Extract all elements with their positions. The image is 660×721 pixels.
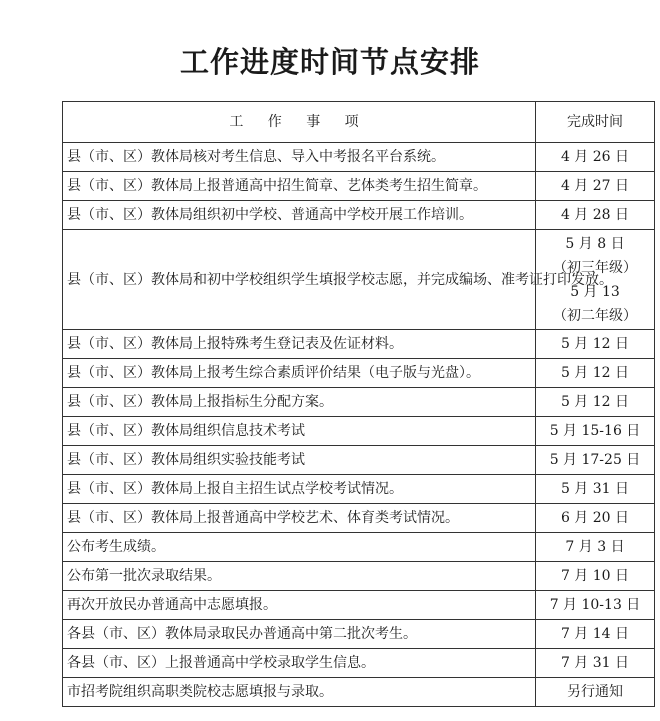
task-cell: 县（市、区）教体局上报自主招生试点学校考试情况。 xyxy=(63,475,536,504)
time-cell: 5 月 12 日 xyxy=(536,388,655,417)
table-row xyxy=(63,591,655,620)
time-cell: 5 月 31 日 xyxy=(536,475,655,504)
time-cell: 5 月 12 日 xyxy=(536,330,655,359)
table-row xyxy=(63,446,655,475)
time-cell: 4 月 27 日 xyxy=(536,172,655,201)
time-cell: 4 月 26 日 xyxy=(536,143,655,172)
table-row xyxy=(63,388,655,417)
table-row xyxy=(63,533,655,562)
page-title: 工作进度时间节点安排 xyxy=(179,45,480,79)
table-row xyxy=(63,330,655,359)
time-line: （初三年级） xyxy=(553,259,637,276)
task-cell: 县（市、区）教体局上报考生综合素质评价结果（电子版与光盘）。 xyxy=(63,359,536,388)
table-row xyxy=(63,417,655,446)
column-header-task: 工 作 事 项 xyxy=(63,102,536,143)
time-cell: 另行通知 xyxy=(536,678,655,707)
time-cell: 4 月 28 日 xyxy=(536,201,655,230)
table-row xyxy=(63,475,655,504)
time-cell: 5 月 15-16 日 xyxy=(536,417,655,446)
table-row xyxy=(63,678,655,707)
time-cell: 7 月 31 日 xyxy=(536,649,655,678)
task-cell: 县（市、区）教体局组织实验技能考试 xyxy=(63,446,536,475)
task-cell: 县（市、区）教体局核对考生信息、导入中考报名平台系统。 xyxy=(63,143,536,172)
table-row xyxy=(63,359,655,388)
time-line: 5 月 13 xyxy=(570,283,620,300)
task-cell: 县（市、区）教体局组织信息技术考试 xyxy=(63,417,536,446)
task-cell: 县（市、区）教体局和初中学校组织学生填报学校志愿，并完成编场、准考证打印发放。 xyxy=(63,230,536,330)
column-header-time: 完成时间 xyxy=(536,102,655,143)
table-row xyxy=(63,230,655,330)
task-cell: 县（市、区）教体局组织初中学校、普通高中学校开展工作培训。 xyxy=(63,201,536,230)
task-cell: 县（市、区）教体局上报指标生分配方案。 xyxy=(63,388,536,417)
schedule-table xyxy=(62,101,655,707)
time-cell: 7 月 3 日 xyxy=(536,533,655,562)
task-cell: 再次开放民办普通高中志愿填报。 xyxy=(63,591,536,620)
table-row xyxy=(63,201,655,230)
table-row xyxy=(63,562,655,591)
task-cell: 市招考院组织高职类院校志愿填报与录取。 xyxy=(63,678,536,707)
table-row xyxy=(63,172,655,201)
time-cell: 6 月 20 日 xyxy=(536,504,655,533)
time-cell: 5 月 17-25 日 xyxy=(536,446,655,475)
task-cell: 县（市、区）教体局上报特殊考生登记表及佐证材料。 xyxy=(63,330,536,359)
task-cell: 各县（市、区）教体局录取民办普通高中第二批次考生。 xyxy=(63,620,536,649)
table-row xyxy=(63,143,655,172)
task-cell: 公布第一批次录取结果。 xyxy=(63,562,536,591)
time-line: 5 月 8 日 xyxy=(565,235,625,252)
time-cell: 7 月 10 日 xyxy=(536,562,655,591)
table-row xyxy=(63,649,655,678)
time-cell: 7 月 14 日 xyxy=(536,620,655,649)
task-cell: 县（市、区）教体局上报普通高中学校艺术、体育类考试情况。 xyxy=(63,504,536,533)
table-row xyxy=(63,504,655,533)
time-cell: 5 月 12 日 xyxy=(536,359,655,388)
table-header-row xyxy=(63,102,655,143)
time-line: （初二年级） xyxy=(553,307,637,324)
task-cell: 各县（市、区）上报普通高中学校录取学生信息。 xyxy=(63,649,536,678)
table-row xyxy=(63,620,655,649)
task-cell: 公布考生成绩。 xyxy=(63,533,536,562)
time-cell: 7 月 10-13 日 xyxy=(536,591,655,620)
task-cell: 县（市、区）教体局上报普通高中招生简章、艺体类考生招生简章。 xyxy=(63,172,536,201)
